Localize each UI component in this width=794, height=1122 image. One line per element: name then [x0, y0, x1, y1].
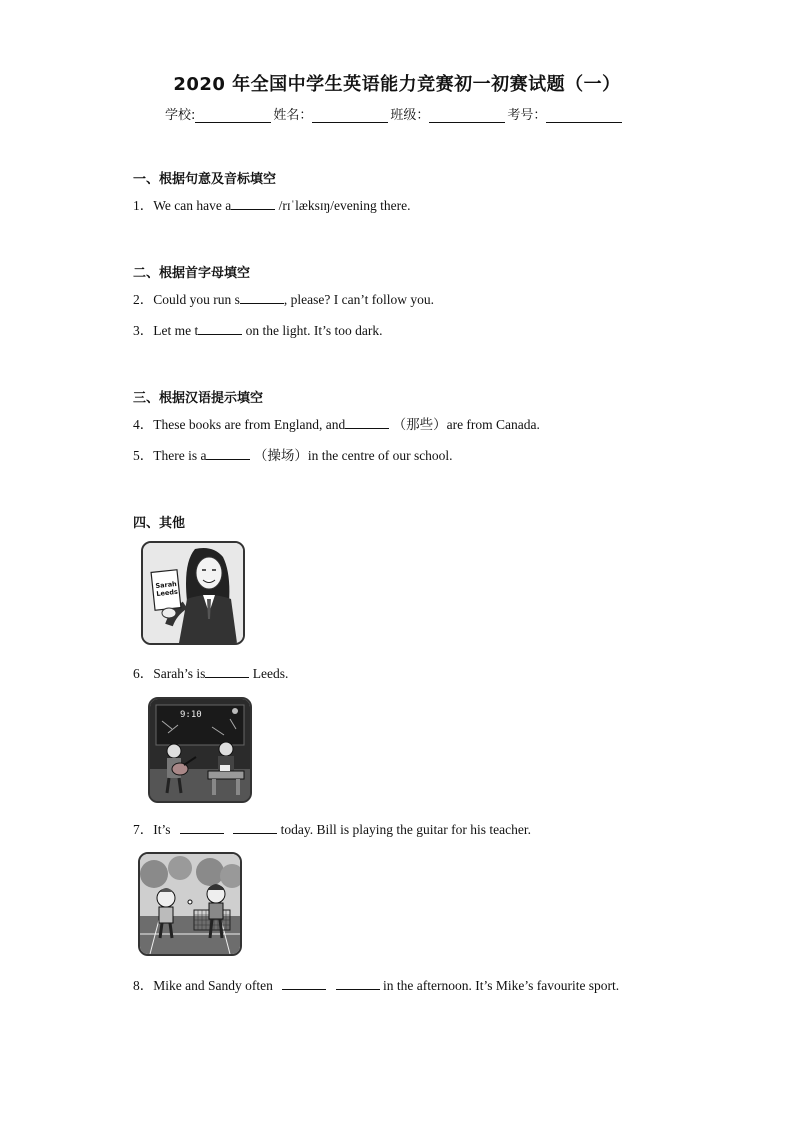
question-text: Could you run s: [153, 292, 240, 307]
question-text: /rɪˈlæksɪŋ/evening there.: [275, 198, 411, 213]
question-text: Leeds.: [249, 666, 289, 681]
question-text: Sarah’s is: [153, 666, 206, 681]
section-heading-2: 二、根据首字母填空: [133, 266, 251, 281]
picture-kids-tennis: [138, 852, 242, 956]
picture-classroom-guitar: [148, 697, 252, 803]
clock-time: 9:10: [180, 710, 202, 720]
page-title: 2020 年全国中学生英语能力竞赛初一初赛试题（一）: [173, 74, 621, 95]
question-8: [133, 974, 619, 994]
student-info-row: [165, 104, 624, 123]
answer-blank[interactable]: [180, 821, 224, 834]
answer-blank[interactable]: [205, 665, 249, 678]
question-2: [133, 288, 434, 308]
answer-blank[interactable]: [198, 322, 242, 335]
question-text: today. Bill is playing the guitar for his teacher.: [277, 822, 531, 837]
question-number: 4．: [133, 417, 154, 432]
question-number: 7．: [133, 822, 154, 837]
name-label: 姓名：: [273, 108, 313, 123]
class-field[interactable]: [429, 108, 505, 123]
answer-blank[interactable]: [231, 197, 275, 210]
question-1: [133, 194, 411, 214]
question-text: （那些）are from Canada.: [389, 417, 540, 432]
answer-blank[interactable]: [345, 416, 389, 429]
section-heading-1: 一、根据句意及音标填空: [133, 172, 277, 187]
question-4: [133, 413, 540, 433]
question-text: in the afternoon. It’s Mike’s favourite sport.: [379, 978, 620, 993]
question-text: There is a: [153, 448, 207, 463]
school-field[interactable]: [195, 108, 271, 123]
question-number: 8．: [133, 978, 154, 993]
question-7: [133, 818, 531, 838]
answer-blank[interactable]: [233, 821, 277, 834]
question-number: 1．: [133, 198, 154, 213]
question-text: Let me t: [153, 323, 199, 338]
question-text: on the light. It’s too dark.: [242, 323, 383, 338]
question-3: [133, 319, 382, 339]
name-field[interactable]: [312, 108, 388, 123]
question-text: It’s: [153, 822, 171, 837]
question-number: 2．: [133, 292, 154, 307]
class-label: 班级：: [390, 108, 430, 123]
exam-number-label: 考号：: [507, 108, 547, 123]
answer-blank[interactable]: [336, 977, 380, 990]
question-text: （操场）in the centre of our school.: [250, 448, 453, 463]
section-heading-3: 三、根据汉语提示填空: [133, 391, 264, 406]
picture-girl-holding-card: [141, 541, 245, 645]
exam-number-field[interactable]: [546, 108, 622, 123]
question-text: Mike and Sandy often: [153, 978, 273, 993]
answer-blank[interactable]: [240, 291, 284, 304]
question-number: 5．: [133, 448, 154, 463]
card-text-leeds: Leeds: [155, 587, 179, 599]
question-text: These books are from England, and: [153, 417, 346, 432]
question-6: [133, 662, 288, 682]
school-label: 学校:: [165, 108, 196, 123]
question-number: 3．: [133, 323, 154, 338]
question-text: , please? I can’t follow you.: [283, 292, 434, 307]
question-number: 6．: [133, 666, 154, 681]
answer-blank[interactable]: [282, 977, 326, 990]
section-heading-4: 四、其他: [133, 516, 186, 531]
answer-blank[interactable]: [206, 447, 250, 460]
question-5: [133, 444, 453, 464]
question-text: We can have a: [153, 198, 232, 213]
card-text-sarah: Sarah: [155, 579, 178, 591]
